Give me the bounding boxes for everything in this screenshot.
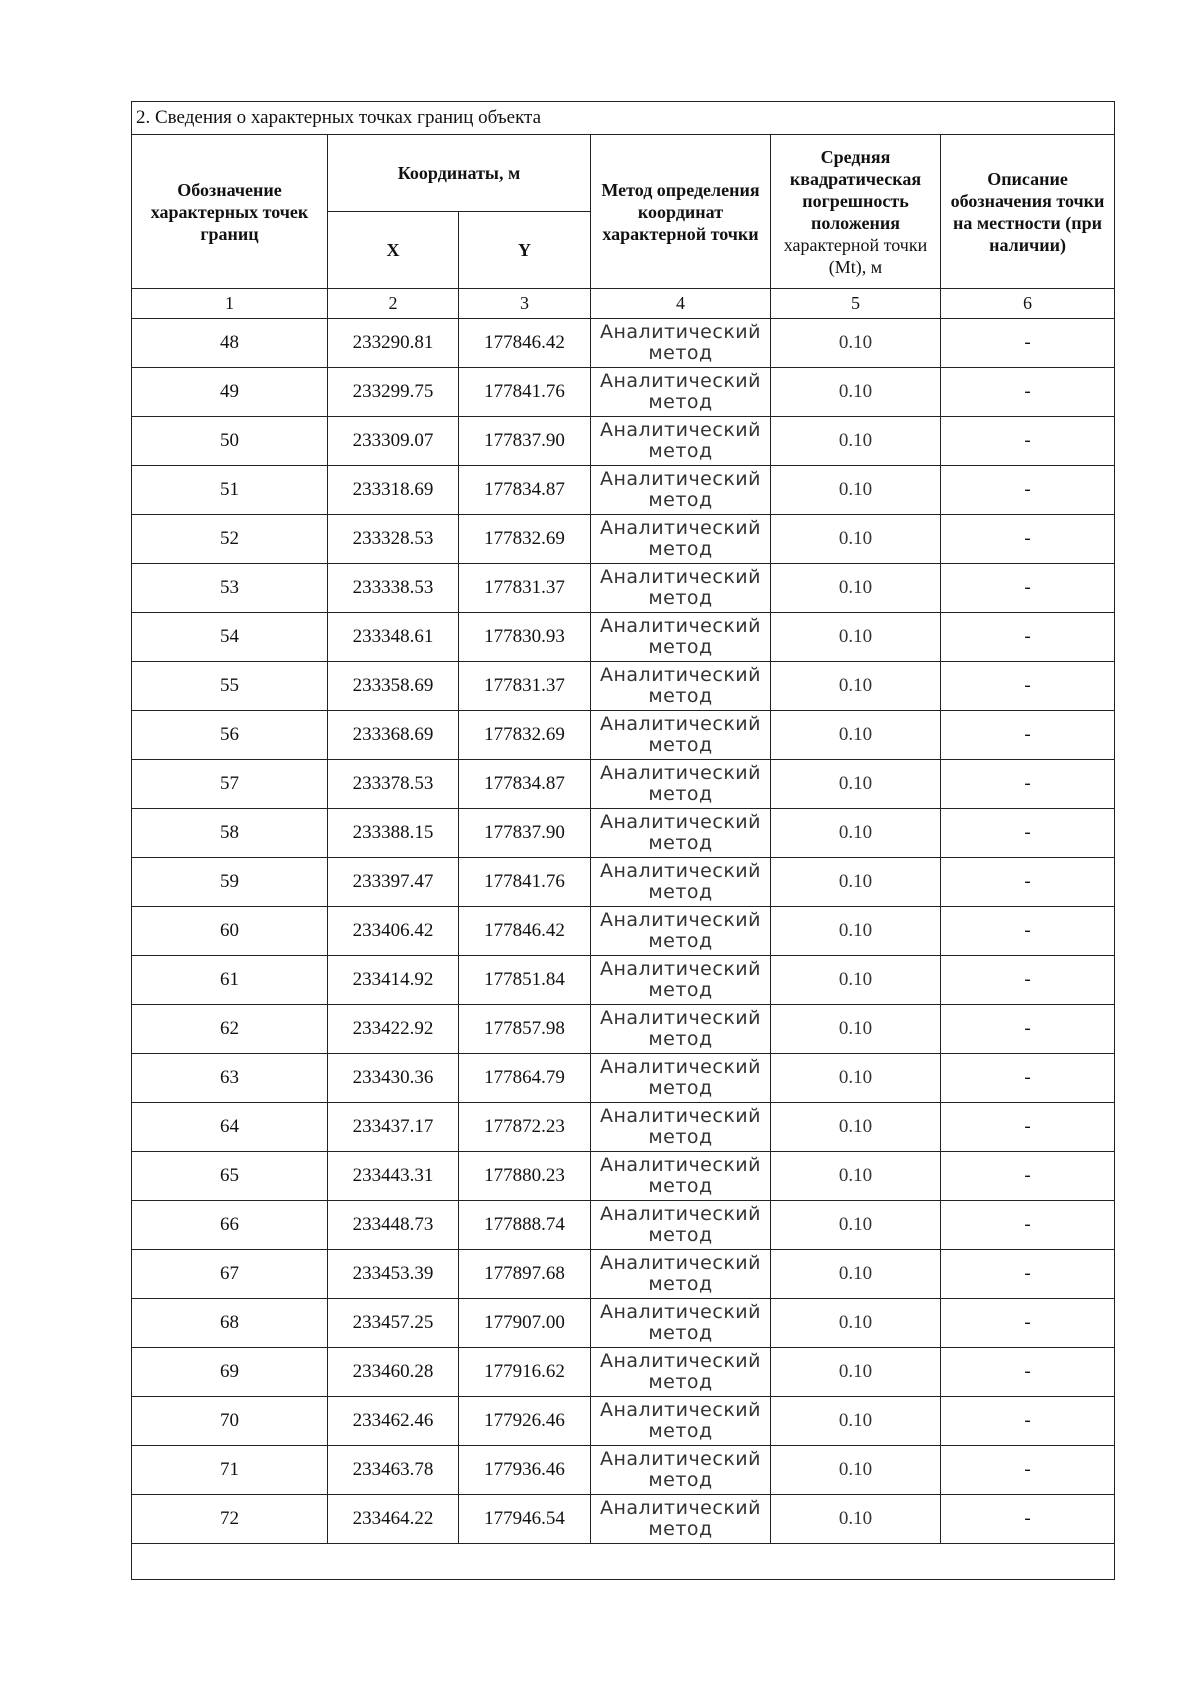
point-number-cell: 56 <box>132 711 328 760</box>
x-coordinate-cell: 233430.36 <box>328 1054 459 1103</box>
accuracy-cell: 0.10 <box>771 1446 941 1495</box>
point-number-cell: 72 <box>132 1495 328 1544</box>
header-point-designation: Обозначение характерных точек границ <box>132 135 328 289</box>
y-coordinate-cell: 177936.46 <box>459 1446 591 1495</box>
y-coordinate-cell: 177834.87 <box>459 466 591 515</box>
method-cell: Аналитический метод <box>591 466 771 515</box>
table-row <box>132 1054 1115 1103</box>
point-number-cell: 64 <box>132 1103 328 1152</box>
point-number-cell: 52 <box>132 515 328 564</box>
table-row <box>132 1201 1115 1250</box>
x-coordinate-cell: 233443.31 <box>328 1152 459 1201</box>
point-number-cell: 48 <box>132 319 328 368</box>
method-cell: Аналитический метод <box>591 858 771 907</box>
point-number-cell: 49 <box>132 368 328 417</box>
x-coordinate-cell: 233460.28 <box>328 1348 459 1397</box>
x-coordinate-cell: 233457.25 <box>328 1299 459 1348</box>
section-title: 2. Сведения о характерных точках границ объекта <box>132 102 1115 135</box>
column-number: 6 <box>941 289 1115 319</box>
x-coordinate-cell: 233464.22 <box>328 1495 459 1544</box>
header-row-1 <box>132 135 1115 212</box>
method-cell: Аналитический метод <box>591 907 771 956</box>
footer-empty-cell <box>132 1544 1115 1580</box>
accuracy-cell: 0.10 <box>771 1250 941 1299</box>
point-number-cell: 67 <box>132 1250 328 1299</box>
description-cell: - <box>941 1103 1115 1152</box>
point-number-cell: 69 <box>132 1348 328 1397</box>
description-cell: - <box>941 711 1115 760</box>
header-coordinates: Координаты, м <box>328 135 591 212</box>
accuracy-cell: 0.10 <box>771 1348 941 1397</box>
y-coordinate-cell: 177832.69 <box>459 515 591 564</box>
y-coordinate-cell: 177946.54 <box>459 1495 591 1544</box>
y-coordinate-cell: 177846.42 <box>459 907 591 956</box>
x-coordinate-cell: 233453.39 <box>328 1250 459 1299</box>
table-row <box>132 809 1115 858</box>
table-row <box>132 662 1115 711</box>
header-method: Метод определения координат характерной точки <box>591 135 771 289</box>
x-coordinate-cell: 233348.61 <box>328 613 459 662</box>
accuracy-cell: 0.10 <box>771 564 941 613</box>
accuracy-cell: 0.10 <box>771 858 941 907</box>
method-cell: Аналитический метод <box>591 515 771 564</box>
y-coordinate-cell: 177841.76 <box>459 368 591 417</box>
point-number-cell: 71 <box>132 1446 328 1495</box>
method-cell: Аналитический метод <box>591 1103 771 1152</box>
x-coordinate-cell: 233406.42 <box>328 907 459 956</box>
table-row <box>132 907 1115 956</box>
table-row <box>132 466 1115 515</box>
table-row <box>132 711 1115 760</box>
section-title-row <box>132 102 1115 135</box>
table-row <box>132 564 1115 613</box>
accuracy-cell: 0.10 <box>771 1299 941 1348</box>
point-number-cell: 63 <box>132 1054 328 1103</box>
description-cell: - <box>941 858 1115 907</box>
accuracy-cell: 0.10 <box>771 1152 941 1201</box>
header-description: Описание обозначения точки на местности (при наличии) <box>941 135 1115 289</box>
table-row <box>132 613 1115 662</box>
x-coordinate-cell: 233358.69 <box>328 662 459 711</box>
description-cell: - <box>941 1152 1115 1201</box>
point-number-cell: 53 <box>132 564 328 613</box>
y-coordinate-cell: 177916.62 <box>459 1348 591 1397</box>
y-coordinate-cell: 177851.84 <box>459 956 591 1005</box>
method-cell: Аналитический метод <box>591 760 771 809</box>
description-cell: - <box>941 1446 1115 1495</box>
method-cell: Аналитический метод <box>591 1397 771 1446</box>
method-cell: Аналитический метод <box>591 1250 771 1299</box>
header-accuracy-sub: характерной точки (Mt), м <box>783 234 928 277</box>
accuracy-cell: 0.10 <box>771 1005 941 1054</box>
accuracy-cell: 0.10 <box>771 1495 941 1544</box>
accuracy-cell: 0.10 <box>771 466 941 515</box>
header-accuracy <box>771 135 941 289</box>
description-cell: - <box>941 368 1115 417</box>
point-number-cell: 54 <box>132 613 328 662</box>
y-coordinate-cell: 177837.90 <box>459 417 591 466</box>
method-cell: Аналитический метод <box>591 1495 771 1544</box>
table-row <box>132 1103 1115 1152</box>
y-coordinate-cell: 177830.93 <box>459 613 591 662</box>
table-row <box>132 1446 1115 1495</box>
description-cell: - <box>941 907 1115 956</box>
column-number: 1 <box>132 289 328 319</box>
description-cell: - <box>941 515 1115 564</box>
point-number-cell: 50 <box>132 417 328 466</box>
accuracy-cell: 0.10 <box>771 760 941 809</box>
accuracy-cell: 0.10 <box>771 711 941 760</box>
x-coordinate-cell: 233338.53 <box>328 564 459 613</box>
accuracy-cell: 0.10 <box>771 809 941 858</box>
boundary-points-sheet <box>131 101 1114 1580</box>
point-number-cell: 57 <box>132 760 328 809</box>
accuracy-cell: 0.10 <box>771 319 941 368</box>
description-cell: - <box>941 466 1115 515</box>
description-cell: - <box>941 417 1115 466</box>
x-coordinate-cell: 233368.69 <box>328 711 459 760</box>
accuracy-cell: 0.10 <box>771 515 941 564</box>
description-cell: - <box>941 1397 1115 1446</box>
x-coordinate-cell: 233414.92 <box>328 956 459 1005</box>
method-cell: Аналитический метод <box>591 1348 771 1397</box>
column-number: 2 <box>328 289 459 319</box>
column-number: 4 <box>591 289 771 319</box>
x-coordinate-cell: 233397.47 <box>328 858 459 907</box>
description-cell: - <box>941 319 1115 368</box>
x-coordinate-cell: 233290.81 <box>328 319 459 368</box>
x-coordinate-cell: 233463.78 <box>328 1446 459 1495</box>
method-cell: Аналитический метод <box>591 1446 771 1495</box>
y-coordinate-cell: 177888.74 <box>459 1201 591 1250</box>
accuracy-cell: 0.10 <box>771 613 941 662</box>
header-x: X <box>328 212 459 289</box>
table-row <box>132 319 1115 368</box>
point-number-cell: 68 <box>132 1299 328 1348</box>
x-coordinate-cell: 233318.69 <box>328 466 459 515</box>
description-cell: - <box>941 1054 1115 1103</box>
description-cell: - <box>941 1495 1115 1544</box>
point-number-cell: 60 <box>132 907 328 956</box>
accuracy-cell: 0.10 <box>771 417 941 466</box>
description-cell: - <box>941 613 1115 662</box>
y-coordinate-cell: 177846.42 <box>459 319 591 368</box>
method-cell: Аналитический метод <box>591 711 771 760</box>
point-number-cell: 65 <box>132 1152 328 1201</box>
x-coordinate-cell: 233437.17 <box>328 1103 459 1152</box>
x-coordinate-cell: 233422.92 <box>328 1005 459 1054</box>
y-coordinate-cell: 177831.37 <box>459 564 591 613</box>
x-coordinate-cell: 233328.53 <box>328 515 459 564</box>
header-y: Y <box>459 212 591 289</box>
table-row <box>132 1348 1115 1397</box>
accuracy-cell: 0.10 <box>771 1201 941 1250</box>
table-row <box>132 1250 1115 1299</box>
x-coordinate-cell: 233388.15 <box>328 809 459 858</box>
y-coordinate-cell: 177834.87 <box>459 760 591 809</box>
table-row <box>132 1005 1115 1054</box>
y-coordinate-cell: 177880.23 <box>459 1152 591 1201</box>
table-row <box>132 1299 1115 1348</box>
method-cell: Аналитический метод <box>591 319 771 368</box>
point-number-cell: 70 <box>132 1397 328 1446</box>
y-coordinate-cell: 177831.37 <box>459 662 591 711</box>
table-row <box>132 1152 1115 1201</box>
y-coordinate-cell: 177897.68 <box>459 1250 591 1299</box>
point-number-cell: 59 <box>132 858 328 907</box>
table-row <box>132 1397 1115 1446</box>
x-coordinate-cell: 233309.07 <box>328 417 459 466</box>
x-coordinate-cell: 233448.73 <box>328 1201 459 1250</box>
method-cell: Аналитический метод <box>591 564 771 613</box>
y-coordinate-cell: 177837.90 <box>459 809 591 858</box>
point-number-cell: 51 <box>132 466 328 515</box>
method-cell: Аналитический метод <box>591 1005 771 1054</box>
method-cell: Аналитический метод <box>591 956 771 1005</box>
y-coordinate-cell: 177841.76 <box>459 858 591 907</box>
y-coordinate-cell: 177832.69 <box>459 711 591 760</box>
table-row <box>132 760 1115 809</box>
description-cell: - <box>941 760 1115 809</box>
y-coordinate-cell: 177872.23 <box>459 1103 591 1152</box>
point-number-cell: 61 <box>132 956 328 1005</box>
x-coordinate-cell: 233299.75 <box>328 368 459 417</box>
description-cell: - <box>941 809 1115 858</box>
table-row <box>132 515 1115 564</box>
x-coordinate-cell: 233462.46 <box>328 1397 459 1446</box>
accuracy-cell: 0.10 <box>771 1103 941 1152</box>
accuracy-cell: 0.10 <box>771 907 941 956</box>
accuracy-cell: 0.10 <box>771 956 941 1005</box>
table-row <box>132 368 1115 417</box>
accuracy-cell: 0.10 <box>771 662 941 711</box>
y-coordinate-cell: 177857.98 <box>459 1005 591 1054</box>
point-number-cell: 66 <box>132 1201 328 1250</box>
footer-row <box>132 1544 1115 1580</box>
method-cell: Аналитический метод <box>591 1299 771 1348</box>
method-cell: Аналитический метод <box>591 1152 771 1201</box>
accuracy-cell: 0.10 <box>771 368 941 417</box>
description-cell: - <box>941 1250 1115 1299</box>
column-number: 5 <box>771 289 941 319</box>
description-cell: - <box>941 564 1115 613</box>
description-cell: - <box>941 1348 1115 1397</box>
y-coordinate-cell: 177926.46 <box>459 1397 591 1446</box>
description-cell: - <box>941 662 1115 711</box>
accuracy-cell: 0.10 <box>771 1397 941 1446</box>
method-cell: Аналитический метод <box>591 662 771 711</box>
method-cell: Аналитический метод <box>591 1201 771 1250</box>
table-row <box>132 417 1115 466</box>
point-number-cell: 62 <box>132 1005 328 1054</box>
method-cell: Аналитический метод <box>591 368 771 417</box>
description-cell: - <box>941 956 1115 1005</box>
header-accuracy-main: Средняя квадратическая погрешность положения <box>789 146 922 233</box>
table-row <box>132 1495 1115 1544</box>
method-cell: Аналитический метод <box>591 417 771 466</box>
column-number: 3 <box>459 289 591 319</box>
x-coordinate-cell: 233378.53 <box>328 760 459 809</box>
description-cell: - <box>941 1299 1115 1348</box>
column-number-row <box>132 289 1115 319</box>
method-cell: Аналитический метод <box>591 1054 771 1103</box>
description-cell: - <box>941 1005 1115 1054</box>
method-cell: Аналитический метод <box>591 809 771 858</box>
point-number-cell: 55 <box>132 662 328 711</box>
accuracy-cell: 0.10 <box>771 1054 941 1103</box>
table-row <box>132 956 1115 1005</box>
method-cell: Аналитический метод <box>591 613 771 662</box>
y-coordinate-cell: 177864.79 <box>459 1054 591 1103</box>
boundary-points-table <box>131 101 1115 1580</box>
description-cell: - <box>941 1201 1115 1250</box>
table-row <box>132 858 1115 907</box>
y-coordinate-cell: 177907.00 <box>459 1299 591 1348</box>
point-number-cell: 58 <box>132 809 328 858</box>
